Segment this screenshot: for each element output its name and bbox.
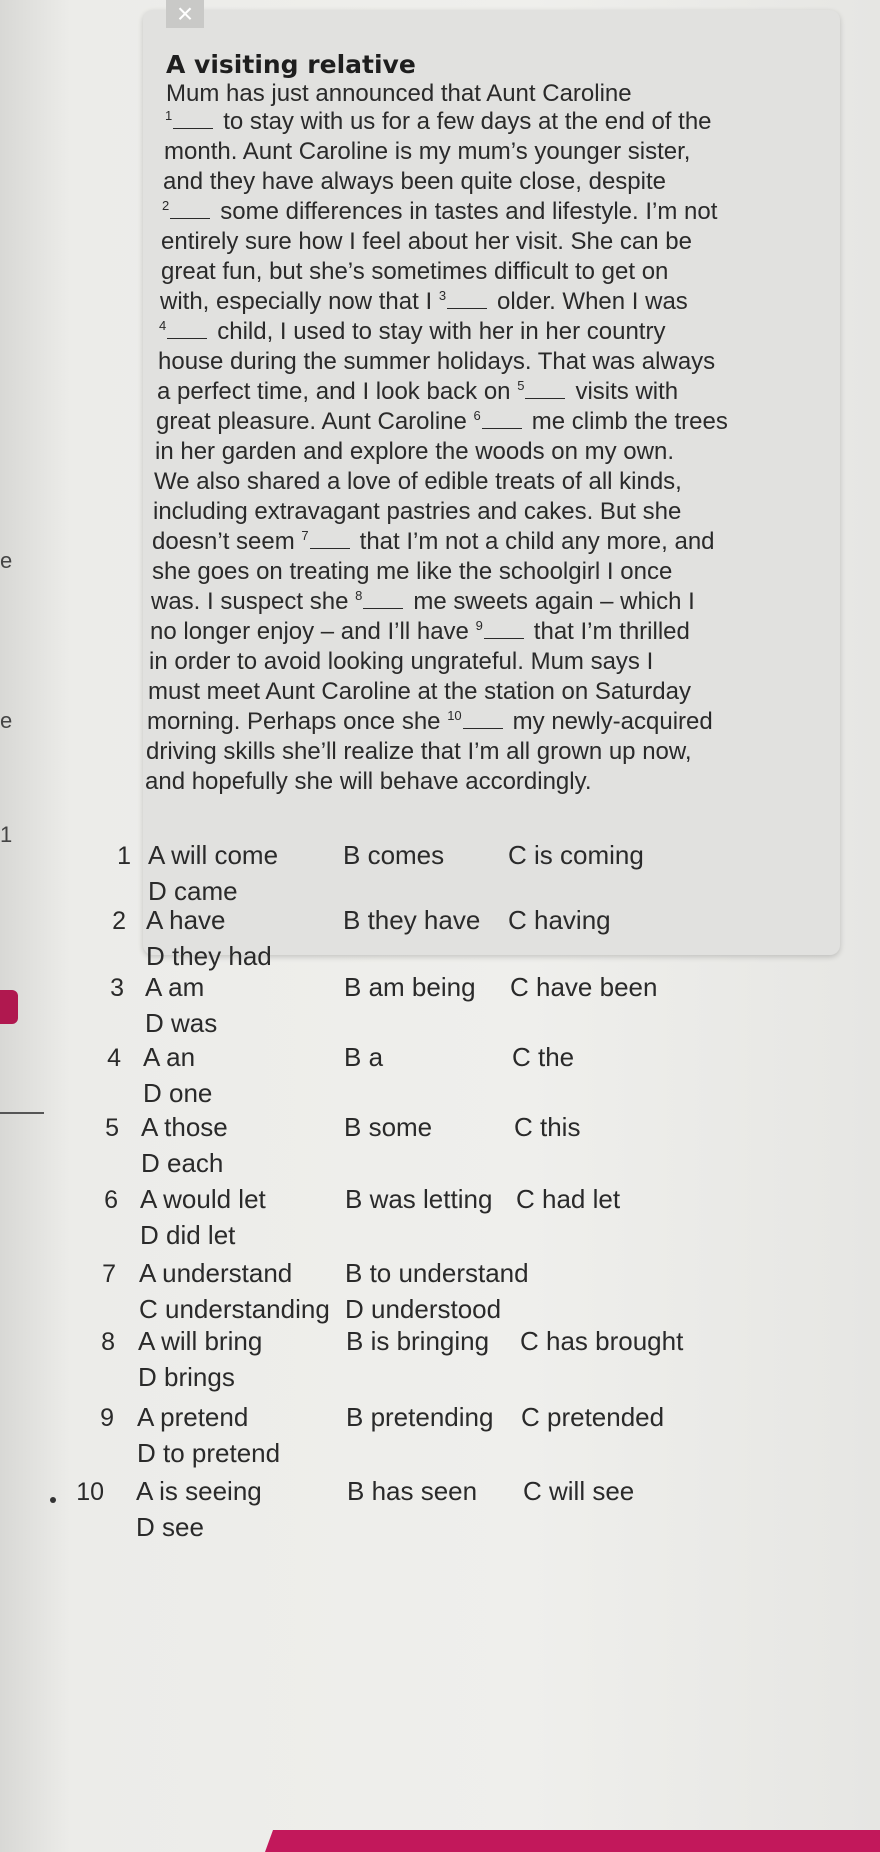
option-c[interactable]: C will see [523,1476,635,1506]
question-number: 7 [102,1260,116,1288]
passage-text-segment: to stay with us for a few days at the end of the [223,108,712,135]
option-b[interactable]: B has seen [347,1476,478,1506]
option-d[interactable]: D brings [138,1362,235,1392]
passage-text-segment: no longer enjoy – and I’ll have [150,618,476,645]
passage-text-segment: with, especially now that I [160,288,439,315]
margin-glyph: 1 [0,822,13,847]
gap-number: 6 [473,408,481,423]
passage-text-segment: and hopefully she will behave accordingly. [145,768,592,795]
gap-number: 1 [165,108,173,123]
passage-text-segment: me sweets again – which I [413,588,695,615]
passage-text-segment: that I’m thrilled [533,618,690,645]
option-a[interactable]: A understand [139,1258,293,1288]
option-d[interactable]: D understood [345,1294,502,1324]
option-a[interactable]: A will bring [138,1326,263,1356]
option-c[interactable]: C this [514,1112,581,1142]
question-number: 9 [100,1404,114,1432]
question-number: 10 [76,1478,104,1506]
option-c[interactable]: C have been [510,972,658,1002]
gap-number: 3 [438,288,447,303]
option-c[interactable]: C pretended [521,1402,665,1432]
passage-text-segment: doesn’t seem [152,528,302,555]
passage-text-segment: and they have always been quite close, despite [163,168,667,195]
option-c[interactable]: C understanding [139,1294,330,1324]
gap-number: 10 [447,708,462,723]
option-a[interactable]: A will come [148,840,279,870]
passage-text-segment: house during the summer holidays. That was always [158,348,716,375]
option-d[interactable]: D came [148,876,238,906]
passage-text-segment: great pleasure. Aunt Caroline [156,408,474,435]
passage-title: A visiting relative [166,50,416,79]
passage-text-segment: including extravagant pastries and cakes. But she [153,498,682,525]
passage-text-segment: she goes on treating me like the schoolgirl I once [152,558,673,585]
option-a[interactable]: A those [141,1112,228,1142]
question-number: 1 [117,842,131,870]
passage-text-segment: child, I used to stay with her in her country [217,318,666,345]
margin-glyph: e [0,548,13,573]
passage-text-segment: was. I suspect she [151,588,356,615]
option-a[interactable]: A have [146,905,226,935]
passage-text-segment: Mum has just announced that Aunt Caroline [166,80,632,107]
option-b[interactable]: B was letting [345,1184,493,1214]
option-d[interactable]: D see [136,1512,204,1542]
passage-text-segment: driving skills she’ll realize that I’m all grown up now, [146,738,692,765]
passage-text-segment: morning. Perhaps once she [147,708,448,735]
option-b[interactable]: B some [344,1112,433,1142]
gap-number: 5 [517,378,525,393]
gap-number: 2 [162,198,170,213]
passage-text-segment: great fun, but she’s sometimes difficult to get on [161,258,669,285]
question-number: 4 [107,1044,121,1072]
passage-text-segment: entirely sure how I feel about her visit. She can be [161,228,692,255]
passage-text-segment: older. When I was [497,288,688,315]
option-a[interactable]: A would let [140,1184,266,1214]
gap-number: 8 [355,588,363,603]
passage-text-segment: We also shared a love of edible treats of all kinds, [154,468,682,495]
option-d[interactable]: D to pretend [137,1438,281,1468]
option-a[interactable]: A pretend [137,1402,249,1432]
option-d[interactable]: D each [141,1148,224,1178]
passage-text-segment: my newly-acquired [512,708,713,735]
passage-text-segment: a perfect time, and I look back on [157,378,518,405]
option-d[interactable]: D one [143,1078,213,1108]
option-c[interactable]: C had let [516,1184,621,1214]
option-b[interactable]: B is bringing [346,1326,490,1356]
option-c[interactable]: C has brought [520,1326,684,1356]
passage-text-segment: month. Aunt Caroline is my mum’s younger sister, [164,138,691,165]
question-number: 3 [110,974,124,1002]
option-c[interactable]: C having [508,905,611,935]
gap-number: 4 [159,318,167,333]
option-d[interactable]: D they had [146,941,272,971]
passage-text-segment: that I’m not a child any more, and [359,528,715,555]
gap-number: 7 [301,528,309,543]
passage-text-segment: must meet Aunt Caroline at the station on Saturday [148,678,691,705]
passage-text-segment: some differences in tastes and lifestyle. I’m not [220,198,718,225]
passage-text-segment: in order to avoid looking ungrateful. Mum says I [149,648,654,675]
option-b[interactable]: B pretending [346,1402,494,1432]
question-number: 8 [101,1328,115,1356]
passage-text-segment: me climb the trees [531,408,728,435]
option-a[interactable]: A an [143,1042,196,1072]
footer-banner [265,1830,880,1852]
option-d[interactable]: D did let [140,1220,236,1250]
question-number: 5 [105,1114,119,1142]
option-a[interactable]: A is seeing [136,1476,262,1506]
option-b[interactable]: B they have [343,905,481,935]
margin-glyph: e [0,708,13,733]
question-number: 6 [104,1186,118,1214]
close-icon[interactable]: × [166,0,204,28]
option-b[interactable]: B comes [343,840,445,870]
passage-text-segment: in her garden and explore the woods on my own. [155,438,674,465]
option-c[interactable]: C the [512,1042,575,1072]
option-b[interactable]: B to understand [345,1258,529,1288]
option-c[interactable]: C is coming [508,840,644,870]
gap-number: 9 [475,618,483,633]
question-number: 2 [112,907,126,935]
option-d[interactable]: D was [145,1008,218,1038]
passage-text-segment: visits with [575,378,679,405]
option-a[interactable]: A am [145,972,205,1002]
option-b[interactable]: B a [344,1042,384,1072]
option-b[interactable]: B am being [344,972,476,1002]
